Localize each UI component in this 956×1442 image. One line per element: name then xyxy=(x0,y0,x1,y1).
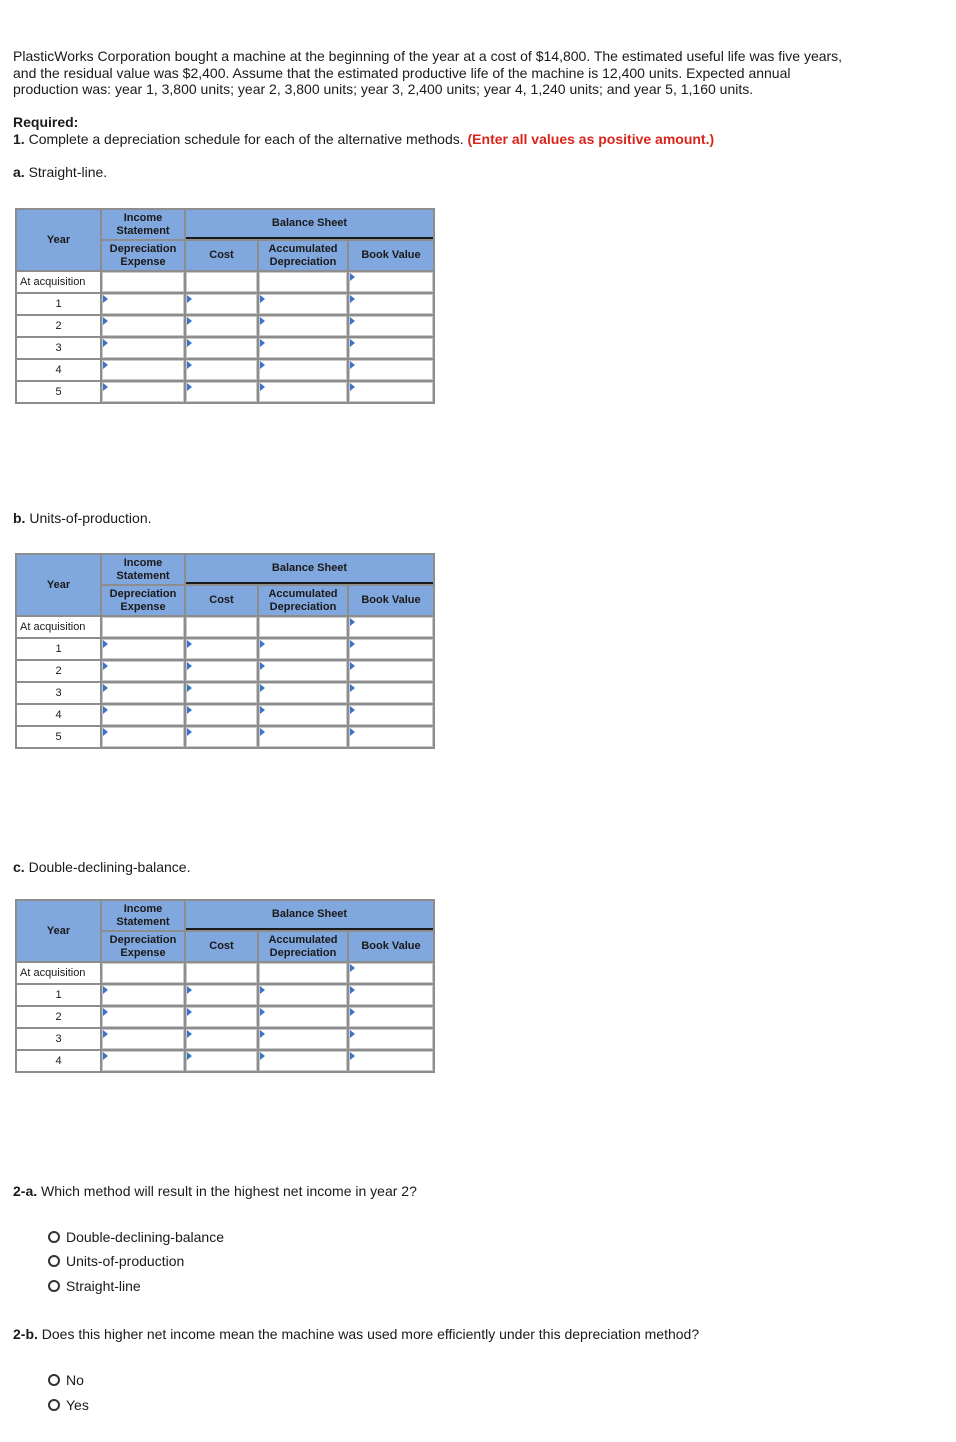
book-value-cell xyxy=(349,661,433,681)
depreciation-expense-input[interactable] xyxy=(102,382,184,402)
header-accumulated-depreciation: Accumulated Depreciation xyxy=(259,241,347,270)
depreciation-expense-cell xyxy=(102,617,184,637)
year-cell: 4 xyxy=(17,705,100,725)
cost-cell xyxy=(186,985,257,1005)
table-row xyxy=(17,639,433,659)
book-value-input[interactable] xyxy=(349,963,433,983)
required-text: Complete a depreciation schedule for each of the alternative methods. xyxy=(28,131,464,147)
table-row xyxy=(17,1007,433,1027)
header-income-statement: Income Statement xyxy=(102,210,184,239)
cost-input[interactable] xyxy=(186,639,257,659)
accumulated-depreciation-cell xyxy=(259,316,347,336)
book-value-cell xyxy=(349,1007,433,1027)
year-cell: 1 xyxy=(17,985,100,1005)
accumulated-depreciation-cell xyxy=(259,661,347,681)
question-2b xyxy=(13,1326,699,1342)
accumulated-depreciation-input[interactable] xyxy=(259,360,347,380)
accumulated-depreciation-input[interactable] xyxy=(259,985,347,1005)
radio-icon[interactable] xyxy=(48,1399,60,1411)
depreciation-expense-cell xyxy=(102,338,184,358)
accumulated-depreciation-input[interactable] xyxy=(259,727,347,747)
header-year: Year xyxy=(17,555,100,615)
part-a-label: Straight-line. xyxy=(28,164,108,180)
radio-icon[interactable] xyxy=(48,1280,60,1292)
book-value-cell xyxy=(349,617,433,637)
accumulated-depreciation-cell xyxy=(259,1007,347,1027)
header-cost: Cost xyxy=(186,241,257,270)
accumulated-depreciation-cell xyxy=(259,382,347,402)
table-row xyxy=(17,683,433,703)
accumulated-depreciation-input[interactable] xyxy=(259,272,347,292)
table-row xyxy=(17,727,433,747)
book-value-cell xyxy=(349,705,433,725)
accumulated-depreciation-input[interactable] xyxy=(259,705,347,725)
table-row xyxy=(17,661,433,681)
header-accumulated-depreciation: Accumulated Depreciation xyxy=(259,932,347,961)
year-cell: 1 xyxy=(17,639,100,659)
required-note: (Enter all values as positive amount.) xyxy=(467,131,715,147)
problem-line-3: production was: year 1, 3,800 units; year 2, 3,800 units; year 3, 2,400 units; year 4, 1,240 units; and year 5, 1,160 units. xyxy=(13,81,754,97)
book-value-input[interactable] xyxy=(349,683,433,703)
accumulated-depreciation-input[interactable] xyxy=(259,1029,347,1049)
depreciation-expense-input[interactable] xyxy=(102,985,184,1005)
book-value-cell xyxy=(349,338,433,358)
cost-input[interactable] xyxy=(186,963,257,983)
depreciation-expense-cell xyxy=(102,360,184,380)
cost-cell xyxy=(186,1007,257,1027)
accumulated-depreciation-cell xyxy=(259,294,347,314)
depreciation-expense-input[interactable] xyxy=(102,1051,184,1071)
required-number: 1. xyxy=(13,131,25,147)
header-balance-sheet: Balance Sheet xyxy=(186,555,433,584)
header-depreciation-expense: Depreciation Expense xyxy=(102,932,184,961)
header-year: Year xyxy=(17,901,100,961)
book-value-input[interactable] xyxy=(349,661,433,681)
cost-input[interactable] xyxy=(186,683,257,703)
depreciation-expense-input[interactable] xyxy=(102,272,184,292)
cost-input[interactable] xyxy=(186,294,257,314)
option-label: Units-of-production xyxy=(66,1253,185,1269)
year-cell: 3 xyxy=(17,338,100,358)
table-row xyxy=(17,272,433,292)
book-value-input[interactable] xyxy=(349,727,433,747)
depreciation-expense-cell xyxy=(102,316,184,336)
depreciation-expense-input[interactable] xyxy=(102,683,184,703)
accumulated-depreciation-cell xyxy=(259,639,347,659)
accumulated-depreciation-cell xyxy=(259,963,347,983)
depreciation-expense-cell xyxy=(102,963,184,983)
depreciation-expense-input[interactable] xyxy=(102,1029,184,1049)
header-balance-sheet: Balance Sheet xyxy=(186,210,433,239)
cost-input[interactable] xyxy=(186,1029,257,1049)
cost-input[interactable] xyxy=(186,382,257,402)
header-accumulated-depreciation: Accumulated Depreciation xyxy=(259,586,347,615)
header-balance-sheet: Balance Sheet xyxy=(186,901,433,930)
cost-input[interactable] xyxy=(186,316,257,336)
question-2b-text: Does this higher net income mean the machine was used more efficiently under this depreciation method? xyxy=(41,1326,700,1342)
depreciation-expense-cell xyxy=(102,294,184,314)
question-2b-number: 2-b. xyxy=(13,1326,38,1342)
depreciation-expense-input[interactable] xyxy=(102,727,184,747)
depreciation-expense-input[interactable] xyxy=(102,639,184,659)
required-instruction xyxy=(13,131,714,147)
depreciation-expense-cell xyxy=(102,272,184,292)
book-value-cell xyxy=(349,382,433,402)
book-value-input[interactable] xyxy=(349,985,433,1005)
radio-icon[interactable] xyxy=(48,1374,60,1386)
table-row xyxy=(17,360,433,380)
accumulated-depreciation-input[interactable] xyxy=(259,639,347,659)
book-value-input[interactable] xyxy=(349,617,433,637)
book-value-cell xyxy=(349,727,433,747)
table-row xyxy=(17,294,433,314)
depreciation-expense-input[interactable] xyxy=(102,316,184,336)
depreciation-expense-cell xyxy=(102,705,184,725)
required-heading: Required: xyxy=(13,114,79,130)
depreciation-expense-cell xyxy=(102,382,184,402)
year-cell: 2 xyxy=(17,661,100,681)
year-cell: At acquisition xyxy=(17,617,100,637)
year-cell: 3 xyxy=(17,683,100,703)
cost-cell xyxy=(186,705,257,725)
accumulated-depreciation-input[interactable] xyxy=(259,1007,347,1027)
header-book-value: Book Value xyxy=(349,241,433,270)
accumulated-depreciation-input[interactable] xyxy=(259,1051,347,1071)
part-a-title xyxy=(13,164,107,180)
depreciation-expense-input[interactable] xyxy=(102,294,184,314)
part-c-letter: c. xyxy=(13,859,25,875)
book-value-input[interactable] xyxy=(349,639,433,659)
cost-cell xyxy=(186,1029,257,1049)
book-value-cell xyxy=(349,294,433,314)
depreciation-expense-cell xyxy=(102,683,184,703)
table-row xyxy=(17,985,433,1005)
year-cell: 5 xyxy=(17,382,100,402)
accumulated-depreciation-cell xyxy=(259,705,347,725)
depreciation-expense-cell xyxy=(102,1051,184,1071)
accumulated-depreciation-cell xyxy=(259,985,347,1005)
cost-input[interactable] xyxy=(186,1007,257,1027)
depreciation-expense-cell xyxy=(102,985,184,1005)
option-label: Double-declining-balance xyxy=(66,1229,224,1245)
option-label: Yes xyxy=(66,1397,89,1413)
book-value-cell xyxy=(349,316,433,336)
year-cell: 1 xyxy=(17,294,100,314)
option-label: Straight-line xyxy=(66,1278,141,1294)
book-value-cell xyxy=(349,1051,433,1071)
cost-input[interactable] xyxy=(186,985,257,1005)
header-book-value: Book Value xyxy=(349,932,433,961)
accumulated-depreciation-input[interactable] xyxy=(259,338,347,358)
accumulated-depreciation-cell xyxy=(259,683,347,703)
cost-cell xyxy=(186,639,257,659)
schedule-table xyxy=(15,899,435,1073)
book-value-cell xyxy=(349,963,433,983)
cost-input[interactable] xyxy=(186,661,257,681)
accumulated-depreciation-cell xyxy=(259,272,347,292)
book-value-input[interactable] xyxy=(349,1007,433,1027)
option-label: No xyxy=(66,1372,84,1388)
book-value-input[interactable] xyxy=(349,1051,433,1071)
part-b-label: Units-of-production. xyxy=(29,510,152,526)
cost-cell xyxy=(186,661,257,681)
cost-input[interactable] xyxy=(186,360,257,380)
year-cell: 4 xyxy=(17,1051,100,1071)
table-row xyxy=(17,1029,433,1049)
year-cell: 4 xyxy=(17,360,100,380)
cost-cell xyxy=(186,338,257,358)
table-row xyxy=(17,316,433,336)
accumulated-depreciation-cell xyxy=(259,727,347,747)
book-value-input[interactable] xyxy=(349,360,433,380)
part-b-title xyxy=(13,510,152,526)
cost-cell xyxy=(186,727,257,747)
cost-input[interactable] xyxy=(186,727,257,747)
book-value-input[interactable] xyxy=(349,272,433,292)
header-cost: Cost xyxy=(186,586,257,615)
header-depreciation-expense: Depreciation Expense xyxy=(102,586,184,615)
cost-input[interactable] xyxy=(186,705,257,725)
accumulated-depreciation-input[interactable] xyxy=(259,683,347,703)
depreciation-expense-cell xyxy=(102,727,184,747)
cost-cell xyxy=(186,272,257,292)
depreciation-expense-input[interactable] xyxy=(102,705,184,725)
header-cost: Cost xyxy=(186,932,257,961)
depreciation-expense-input[interactable] xyxy=(102,1007,184,1027)
cost-input[interactable] xyxy=(186,338,257,358)
cost-cell xyxy=(186,1051,257,1071)
accumulated-depreciation-input[interactable] xyxy=(259,661,347,681)
year-cell: 3 xyxy=(17,1029,100,1049)
book-value-cell xyxy=(349,639,433,659)
accumulated-depreciation-cell xyxy=(259,360,347,380)
year-cell: 2 xyxy=(17,316,100,336)
radio-icon[interactable] xyxy=(48,1231,60,1243)
accumulated-depreciation-cell xyxy=(259,338,347,358)
table-row xyxy=(17,382,433,402)
cost-input[interactable] xyxy=(186,1051,257,1071)
cost-input[interactable] xyxy=(186,272,257,292)
cost-cell xyxy=(186,360,257,380)
part-c-label: Double-declining-balance. xyxy=(28,859,191,875)
book-value-input[interactable] xyxy=(349,316,433,336)
book-value-input[interactable] xyxy=(349,338,433,358)
depreciation-expense-input[interactable] xyxy=(102,661,184,681)
book-value-cell xyxy=(349,360,433,380)
accumulated-depreciation-cell xyxy=(259,617,347,637)
option-units-of-production[interactable] xyxy=(48,1253,184,1269)
header-depreciation-expense: Depreciation Expense xyxy=(102,241,184,270)
accumulated-depreciation-input[interactable] xyxy=(259,382,347,402)
radio-icon[interactable] xyxy=(48,1255,60,1267)
depreciation-expense-cell xyxy=(102,1007,184,1027)
book-value-input[interactable] xyxy=(349,1029,433,1049)
option-yes[interactable] xyxy=(48,1397,89,1413)
cost-cell xyxy=(186,683,257,703)
book-value-input[interactable] xyxy=(349,382,433,402)
option-straight-line[interactable] xyxy=(48,1278,141,1294)
year-cell: 2 xyxy=(17,1007,100,1027)
accumulated-depreciation-input[interactable] xyxy=(259,617,347,637)
problem-line-1: PlasticWorks Corporation bought a machine at the beginning of the year at a cost of $14,800. The estimated useful life was five years, xyxy=(13,48,843,64)
schedule-table xyxy=(15,553,435,749)
depreciation-expense-cell xyxy=(102,639,184,659)
depreciation-expense-input[interactable] xyxy=(102,963,184,983)
option-no[interactable] xyxy=(48,1372,84,1388)
schedule-table xyxy=(15,208,435,404)
book-value-input[interactable] xyxy=(349,294,433,314)
cost-input[interactable] xyxy=(186,617,257,637)
cost-cell xyxy=(186,963,257,983)
question-2a-number: 2-a. xyxy=(13,1183,38,1199)
book-value-cell xyxy=(349,683,433,703)
year-cell: 5 xyxy=(17,727,100,747)
depreciation-expense-input[interactable] xyxy=(102,360,184,380)
depreciation-expense-cell xyxy=(102,661,184,681)
table-row xyxy=(17,338,433,358)
book-value-input[interactable] xyxy=(349,705,433,725)
part-a-letter: a. xyxy=(13,164,25,180)
header-income-statement: Income Statement xyxy=(102,555,184,584)
table-row xyxy=(17,617,433,637)
cost-cell xyxy=(186,316,257,336)
part-c-title xyxy=(13,859,190,875)
book-value-cell xyxy=(349,985,433,1005)
problem-line-2: and the residual value was $2,400. Assume that the estimated productive life of the machine is 12,400 units. Expected annual xyxy=(13,64,791,81)
accumulated-depreciation-input[interactable] xyxy=(259,294,347,314)
accumulated-depreciation-input[interactable] xyxy=(259,316,347,336)
book-value-cell xyxy=(349,272,433,292)
cost-cell xyxy=(186,294,257,314)
accumulated-depreciation-input[interactable] xyxy=(259,963,347,983)
cost-cell xyxy=(186,617,257,637)
table-row xyxy=(17,963,433,983)
header-income-statement: Income Statement xyxy=(102,901,184,930)
header-book-value: Book Value xyxy=(349,586,433,615)
table-row xyxy=(17,705,433,725)
depreciation-expense-input[interactable] xyxy=(102,338,184,358)
cost-cell xyxy=(186,382,257,402)
header-year: Year xyxy=(17,210,100,270)
accumulated-depreciation-cell xyxy=(259,1029,347,1049)
year-cell: At acquisition xyxy=(17,963,100,983)
question-2a xyxy=(13,1183,417,1199)
table-row xyxy=(17,1051,433,1071)
question-2a-text: Which method will result in the highest net income in year 2? xyxy=(41,1183,417,1199)
year-cell: At acquisition xyxy=(17,272,100,292)
depreciation-expense-cell xyxy=(102,1029,184,1049)
accumulated-depreciation-cell xyxy=(259,1051,347,1071)
option-double-declining-balance[interactable] xyxy=(48,1229,224,1245)
part-b-letter: b. xyxy=(13,510,26,526)
depreciation-expense-input[interactable] xyxy=(102,617,184,637)
book-value-cell xyxy=(349,1029,433,1049)
